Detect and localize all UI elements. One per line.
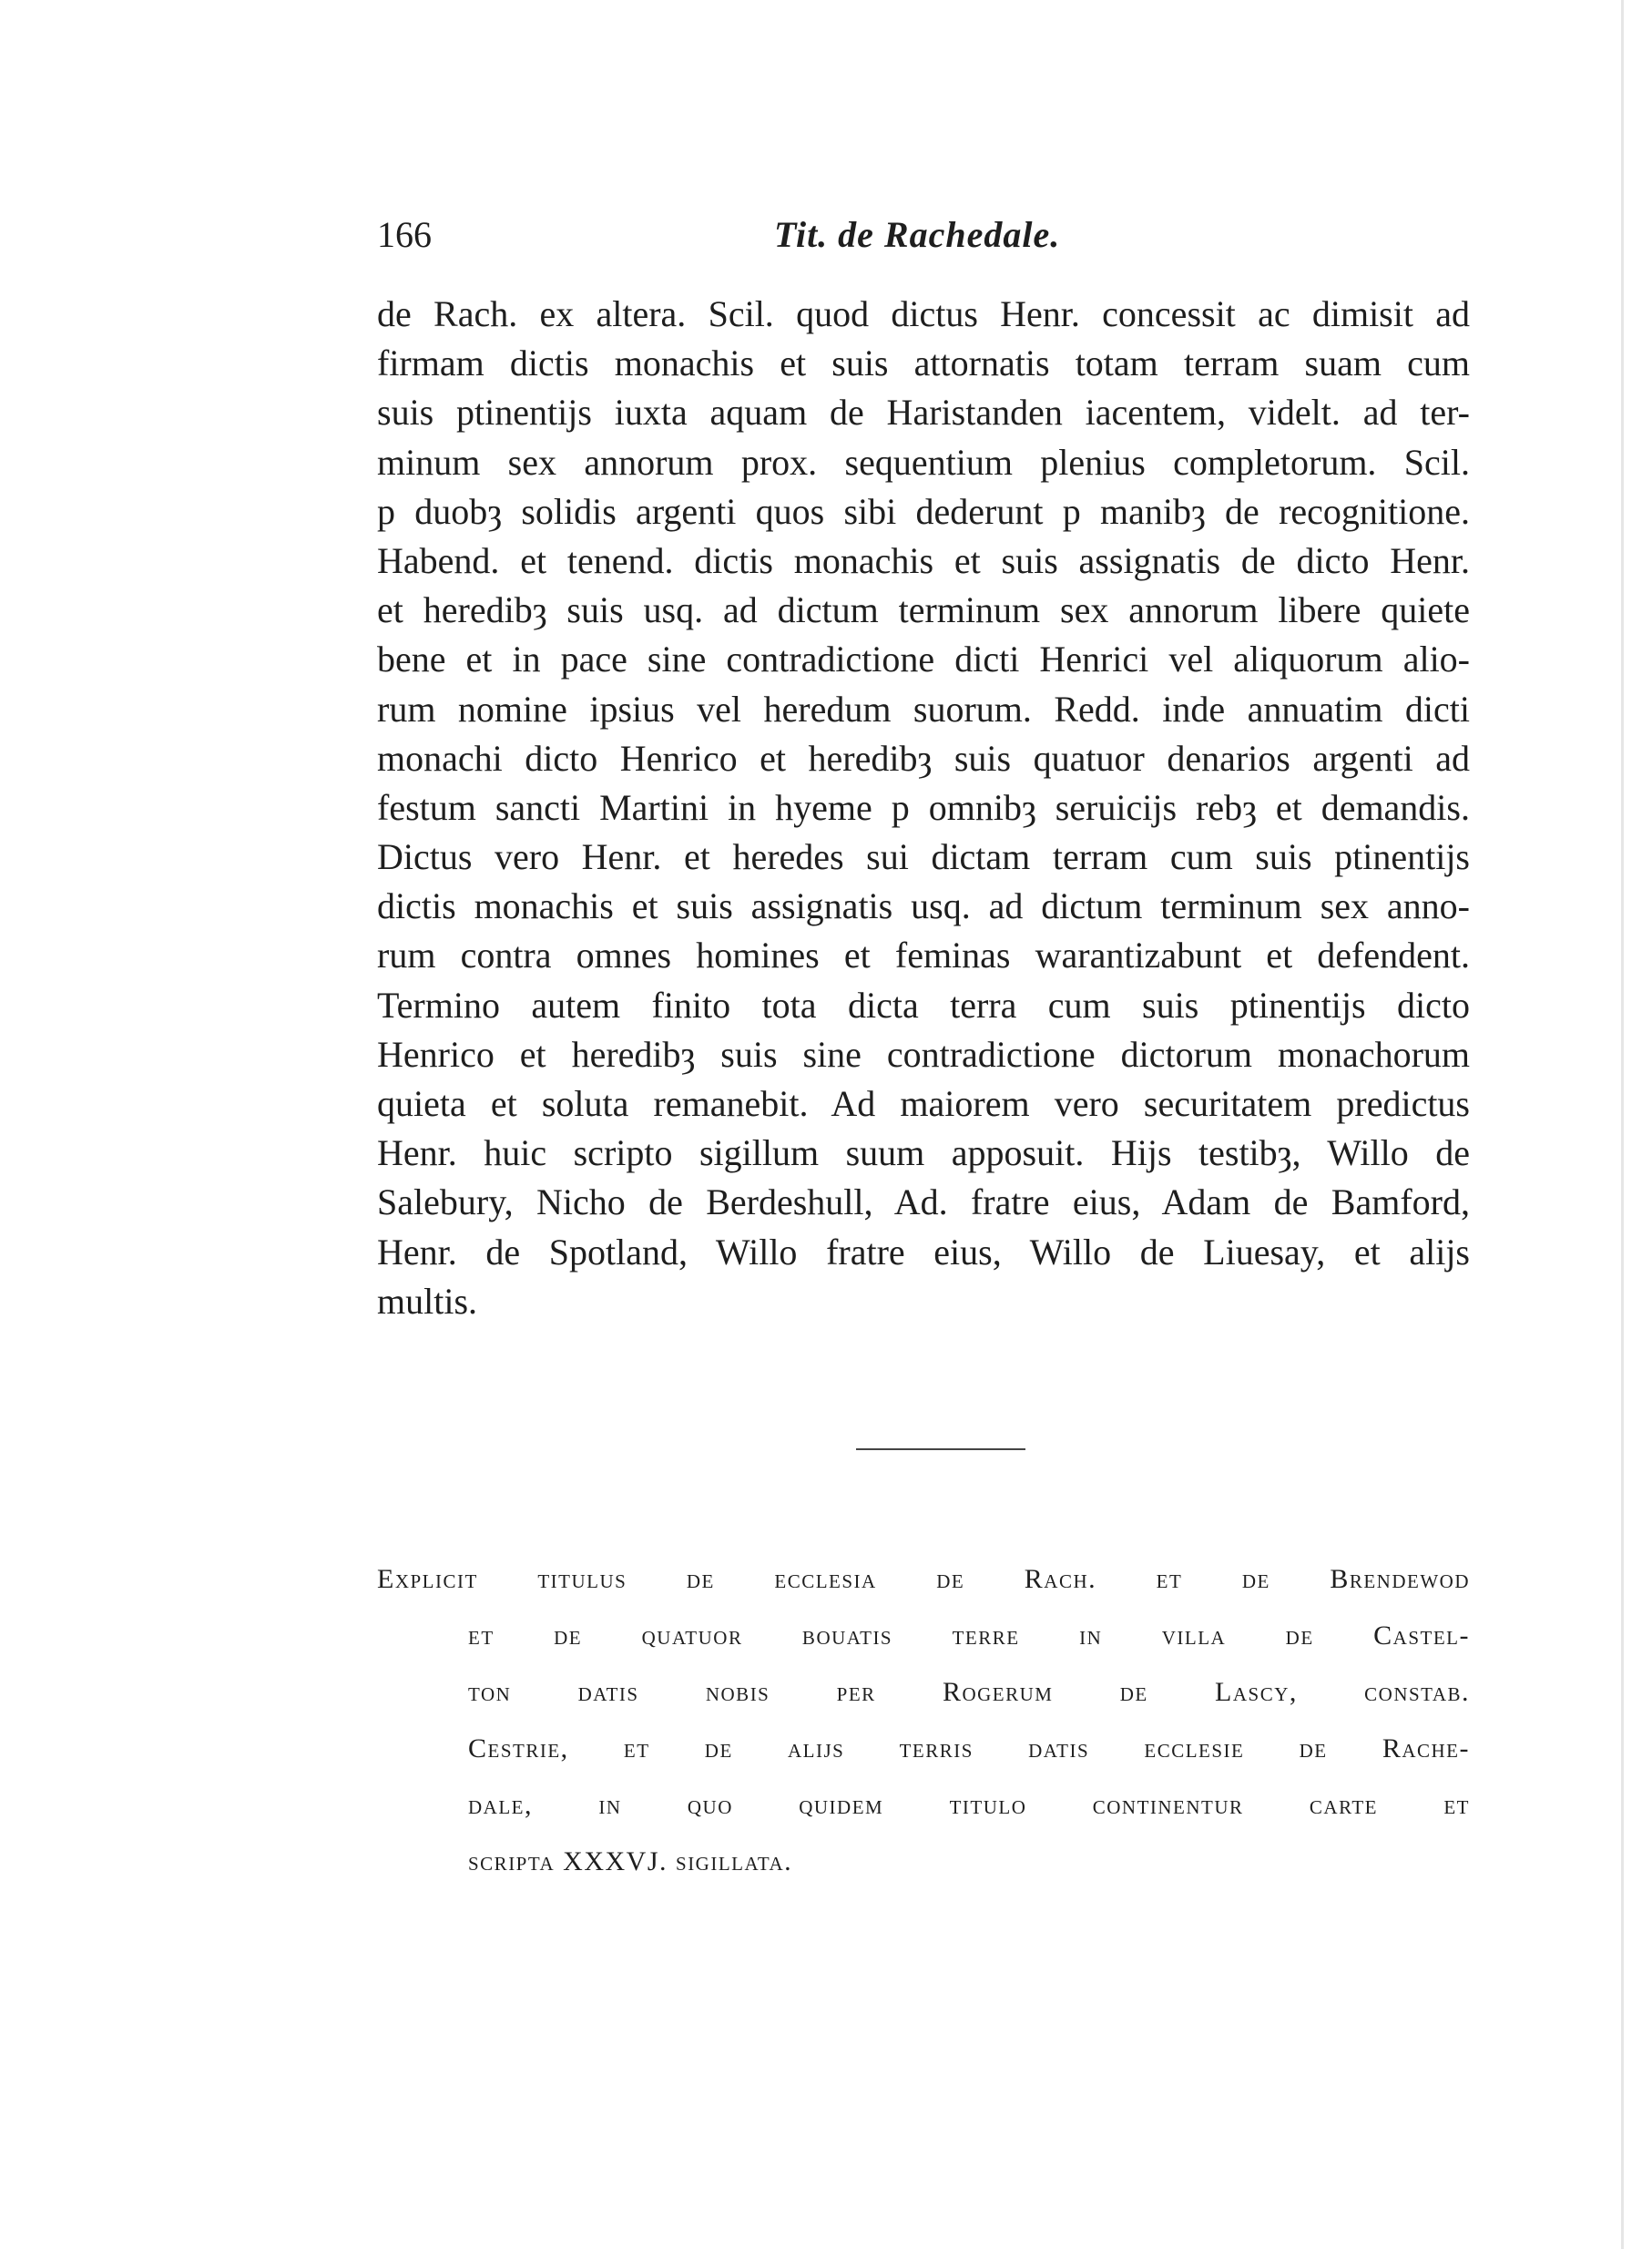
explicit-line: Cestrie, et de alijs terris datis ecclesie de Rache- (468, 1733, 1470, 1763)
body-line: Henrico et heredibȝ suis sine contradictione dictorum monachorum (377, 1033, 1470, 1075)
running-head: Tit. de Rachedale. (774, 214, 1061, 255)
body-line: Salebury, Nicho de Berdeshull, Ad. fratre eius, Adam de Bamford, (377, 1181, 1470, 1223)
body-line: bene et in pace sine contradictione dicti Henrici vel aliquorum alio- (377, 639, 1470, 680)
scan-margin-edge (1621, 0, 1624, 2249)
explicit-line: scripta XXXVJ. sigillata. (468, 1846, 793, 1876)
body-text (377, 290, 1470, 1326)
body-line: quieta et soluta remanebit. Ad maiorem vero securitatem predictus (377, 1083, 1470, 1124)
section-divider-rule (856, 1448, 1025, 1450)
body-line: multis. (377, 1280, 478, 1322)
body-line: firmam dictis monachis et suis attornatis totam terram suam cum (377, 342, 1470, 384)
body-line: rum contra omnes homines et feminas warantizabunt et defendent. (377, 935, 1470, 976)
body-line: monachi dicto Henrico et heredibȝ suis quatuor denarios argenti ad (377, 737, 1470, 779)
body-line: festum sancti Martini in hyeme p omnibȝ seruicijs rebȝ et demandis. (377, 786, 1470, 828)
body-line: Termino autem finito tota dicta terra cum suis ptinentijs dicto (377, 984, 1470, 1026)
explicit-heading (377, 1551, 1470, 1890)
explicit-line: ton datis nobis per Rogerum de Lascy, constab. (468, 1677, 1470, 1707)
body-line: minum sex annorum prox. sequentium plenius completorum. Scil. (377, 441, 1470, 483)
body-line: dictis monachis et suis assignatis usq. ad dictum terminum sex anno- (377, 885, 1470, 927)
body-line: suis ptinentijs iuxta aquam de Haristanden iacentem, videlt. ad ter- (377, 392, 1470, 434)
body-line: rum nomine ipsius vel heredum suorum. Redd. inde annuatim dicti (377, 688, 1470, 730)
body-line: p duobȝ solidis argenti quos sibi dederunt p manibȝ de recognitione. (377, 490, 1470, 532)
body-line: Henr. de Spotland, Willo fratre eius, Willo de Liuesay, et alijs (377, 1231, 1470, 1273)
body-line: Dictus vero Henr. et heredes sui dictam terram cum suis ptinentijs (377, 836, 1470, 878)
page-number: 166 (377, 214, 432, 255)
body-line: Henr. huic scripto sigillum suum apposuit. Hijs testibȝ, Willo de (377, 1132, 1470, 1174)
body-line: de Rach. ex altera. Scil. quod dictus Henr. concessit ac dimisit ad (377, 293, 1470, 334)
body-line: Habend. et tenend. dictis monachis et suis assignatis de dicto Henr. (377, 539, 1470, 581)
explicit-line: et de quatuor bouatis terre in villa de Castel- (468, 1620, 1470, 1651)
body-line: et heredibȝ suis usq. ad dictum terminum sex annorum libere quiete (377, 589, 1470, 631)
explicit-line: dale, in quo quidem titulo continentur carte et (468, 1790, 1470, 1820)
explicit-line: Explicit titulus de ecclesia de Rach. et de Brendewod (377, 1564, 1470, 1594)
